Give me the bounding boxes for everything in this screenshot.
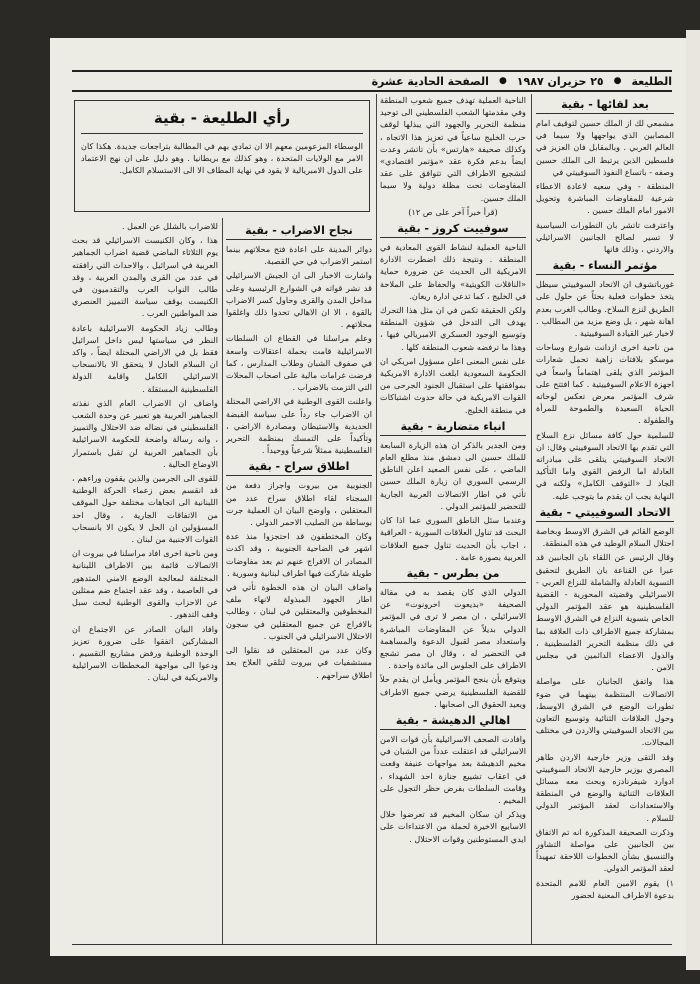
article-paragraph: ١) يقوم الامين العام للامم المتحدة بدعوة الاطراف المعنية لحضور xyxy=(536,877,674,900)
article-paragraph: وافاد البيان الصادر عن الاجتماع ان المشاركين اتفقوا على ضرورة تعزيز الوحدة الوطنية ورفض مشاريع التقسيم ، ودعوا الى مواجهة المخططات الاسرائيلية والامريكية في لبنان . xyxy=(72,623,218,683)
article-paragraph: وافادت الصحف الاسرائيلية بأن قوات الامن الاسرائيلي قد اعتقلت عدداً من الشبان في مخيم الدهيشة بعد مواجهات عنيفة وقعت في اعقاب تشييع جنازة احد الشهداء ، وقامت السلطات بفرض حظر التجول على المخيم . xyxy=(380,733,526,805)
page-header xyxy=(72,70,672,92)
editorial-title: رأي الطليعة - بقية xyxy=(81,109,363,134)
article-paragraph: واشارت الاخبار الى ان الجيش الاسرائيلي قد نشر قواته في الشوارع الرئيسية وعلى مداخل المدن والقرى وحاول كسر الاضراب بالقوة ، الا ان الاهالي تحدوا ذلك واغلقوا محلاتهم . xyxy=(226,270,372,330)
header-date: ٢٥ حزيران ١٩٨٧ xyxy=(516,74,604,88)
header-separator-icon: ● xyxy=(498,76,507,86)
article-paragraph: واضاف البيان ان هذه الخطوة تأتي في اطار الجهود المبذولة لانهاء ملف المخطوفين والمعتقلين في لبنان ، وطالب بالافراج عن جميع المعتقلين في سجون الاحتلال الاسرائيلي في الجنوب . xyxy=(226,582,372,641)
column-3 xyxy=(226,220,372,944)
article-title: سوفييت كروز - بقية xyxy=(380,222,526,238)
article-paragraph: من ناحية اخرى ازدانت شوارع وساحات موسكو بلافتات زاهية تحمل شعارات المؤتمر الذي يلقى اهتماماً واسعاً في اجهزة الاعلام السوفييتية . كما افتتح على شرف المؤتمر معرض تعكس لوحاته الحياة السعيدة والطموحة للمرأة والطفولة . xyxy=(536,342,674,426)
article-title: انباء متضاربة - بقية xyxy=(380,420,526,436)
article-paragraph: الجنوبية من بيروت واجراز دفعة من السجناء لقاء اطلاق سراح عدد من المعتقلين ، واوضح البيان ان العملية جرت بوساطة من الصليب الاحمر الدولي . xyxy=(226,480,372,528)
article-paragraph: للقوى الى الجرمين والذين يقفون وراءهم ، قد انقسم بعض زعماء الحركة الوطنية اللبنانية الى اتجاهات مختلفة حول الموقف من الاتفاقات الجارية ، وقال احد المسؤولين ان الحل لا يكون الا بانسحاب القوات الاجنبية من لبنان . xyxy=(72,473,218,545)
article-paragraph: ومن ناحية اخرى افاد مراسلنا في بيروت ان الاتصالات قائمة بين الاطراف اللبنانية المختلفة لمعالجة الوضع الامني المتدهور في العاصمة ، وقد عقد اجتماع ضم ممثلين عن الاحزاب والقوى الوطنية لبحث سبل وقف التدهور . xyxy=(72,548,218,620)
article-paragraph: وعندما سئل الناطق السوري عما اذا كان البحث قد تناول العلاقات السورية - العراقية ، اجاب بأن الحديث تناول جميع العلاقات العربية بصورة عامة . xyxy=(380,515,526,562)
article-paragraph: ويذكر ان سكان المخيم قد تعرضوا خلال الاسابيع الاخيرة لحملة من الاعتداءات على ايدي المستوطنين وقوات الاحتلال . xyxy=(380,809,526,844)
article-paragraph: ومن الجدير بالذكر ان هذه الزيارة السابعة للملك حسين الى دمشق منذ مطلع العام الماضي ، على نفس الصعيد اعلن الناطق الرسمي السوري ان زيارة الملك حسين تأتي في اطار الاتصالات العربية الجارية للتحضير للمؤتمر الدولي . xyxy=(380,439,526,511)
article-title: من بطرس - بقية xyxy=(380,567,526,583)
header-page-label: الصفحة الحادية عشرة xyxy=(371,74,489,88)
article-paragraph: غورباتشوف ان الاتحاد السوفييتي سيظل يتخذ خطوات فعلية بحثاً عن حلول على الطريق لنزع السلاح. وطالب الغرب بعدم اهانة شهر ، بل وضع مزيد من المطالب . لاخيار غير القيادة السوفييتية . xyxy=(536,279,674,339)
article-title: نجاح الاضراب - بقية xyxy=(226,224,372,240)
column-2 xyxy=(380,94,526,944)
article-paragraph: وعلم مراسلنا في القطاع ان السلطات الاسرائيلية قامت بحملة اعتقالات واسعة في صفوف الشبان وطلاب المدارس ، كما فرضت غرامات مالية على اصحاب المحلات التي التزمت بالاضراب . xyxy=(226,333,372,393)
article-title: اطلاق سراح - بقية xyxy=(226,460,372,476)
article-paragraph: دوائر المدينة على اعادة فتح محلاتهم بينما استمر الاضراب في حي القصبة. xyxy=(226,244,372,267)
article-paragraph: وقد التقى وزير خارجية الاردن طاهر المصري بوزير خارجية الاتحاد السوفييتي ادوارد شيفرنادزه وبحث معه مسائل العلاقات الثنائية والوضع في المنطقة والاستعدادات لعقد المؤتمر الدولي للسلام . xyxy=(536,751,674,823)
newspaper-page xyxy=(50,38,686,956)
article-paragraph: وطالب زياد الحكومة الاسرائيلية باعادة النظر في سياستها ليس داخل اسرائيل فقط بل في الاراضي المحتلة ايضاً ، واكد ان السلام العادل لا يتحقق الا بالانسحاب الاسرائيلي الكامل واقامة الدولة الفلسطينية المستقلة . xyxy=(72,322,218,394)
article-title: الاتحاد السوفييتي - بقية xyxy=(536,506,674,522)
article-title: بعد لقائها - بقية xyxy=(536,98,674,114)
article-paragraph: واعترفت تاتشر بان التطورات السياسية لا تسير لصالح الجانبين الاسرائيلي والاردني ، وذلك فانها xyxy=(536,219,674,255)
article-paragraph: واعلنت القوى الوطنية في الاراضي المحتلة ان الاضراب جاء رداً على سياسة القبضة الحديدية والاستيطان ومصادرة الاراضي ، وتأكيداً على التمسك بمنظمة التحرير الفلسطينية ممثلاً شرعياً ووحيداً . xyxy=(226,396,372,456)
article-paragraph: واضاف ان الاضراب العام الذي نفذته الجماهير العربية هو تعبير عن وحدة الشعب الفلسطيني في نضاله ضد الاحتلال والتمييز ، وانه رسالة واضحة للحكومة الاسرائيلية بأن الجماهير العربية لن تقبل باستمرار الاوضاع الحالية . xyxy=(72,397,218,469)
continuation-note: (قرأ خبراً آخر على ص ١٢) xyxy=(408,206,498,217)
article-paragraph: مشمعي لك از الملك حسين لتوقيف امام المصابين الذي يواجهها ولا سيما في العالم العربي . وبالمقابل فان العزيز في فلسطين الذين يرتبط الى الملك حسين وصفه - باتساع النفوذ السوفييتي في xyxy=(536,118,674,177)
article-paragraph: وقال الرئيس عن اللقاء بان الجانبين قد عبرا عن القناعة بان الطريق لتحقيق التسوية العادلة والشاملة للنزاع العربي - الاسرائيلي وقضيته المحورية - القضية الفلسطينية هو عقد المؤتمر الدولي الخاص بتسوية النزاع في الشرق الاوسط بمشاركة جميع الاطراف ذات العلاقة بما في ذلك منظمة التحرير الفلسطينية ، والدول الاعضاء الدائمين في مجلس الامن . xyxy=(536,552,674,673)
article-title: مؤتمر النساء - بقية xyxy=(536,259,674,275)
editorial-box xyxy=(74,100,370,212)
column-rule xyxy=(222,218,223,944)
article-paragraph: للاضراب بالشلل عن العمل . xyxy=(121,221,218,231)
article-paragraph: هذا واتفق الجانبان على مواصلة الاتصالات المنتظمة بينهما في ضوء تطورات الوضع في الشرق الاوسط، وحول العلاقات الثنائية وتوسيع التعاون بين الاتحاد السوفييتي والاردن في مختلف المجالات. xyxy=(536,676,674,748)
header-separator-icon: ● xyxy=(613,76,622,86)
article-paragraph: ولكن الحقيقة تكمن في ان مثل هذا التحرك يهدف الى التدخل في شؤون المنطقة وتوسيع الوجود العسكري الامبريالي فيها ، وهذا ما ترفضه شعوب المنطقة كلها . xyxy=(380,305,526,352)
article-paragraph: الناحية العملية لنشاط القوى المعادية في المنطقة . ونتيجة ذلك اضطرت الادارة الامريكية الى الحديث عن ضرورة حماية «الناقلات الكويتية» والحفاظ على الملاحة في الخليج ، كما تدعي ادارة ريغان. xyxy=(380,242,526,301)
column-1 xyxy=(536,94,674,944)
article-paragraph: وكان عدد من المعتقلين قد نقلوا الى مستشفيات في بيروت لتلقي العلاج بعد اطلاق سراحهم . xyxy=(226,645,372,680)
editorial-text: الوسطاء المزعومين معهم الا ان تمادي بهم في المطالبة بتراجعات جديدة. هكذا كان الامر مع الولايات المتحدة ، وهو كذلك مع بريطانيا . وهو دليل على ان نهج الاعتماد على الدول الامبريالية لا يقود في نهاية المطاف الا الى الاستسلام الكامل. xyxy=(81,141,363,176)
article-paragraph: على نفس المعنى اعلن مسؤول امريكي ان الحكومة السعودية ابلغت الادارة الامريكية بموافقتها على استقبال الجنود الجرحى من القوات الامريكية في حالة حدوث اشتباكات في منطقة الخليج. xyxy=(380,355,526,415)
article-paragraph: الناحية العملية تهدف جميع شعوب المنطقة وفي مقدمتها الشعب الفلسطيني الى توحيد منظمة التحرير والجهود التي يبذلها لوقف حرب الخليج ساعياً في تعزيز هذا الاتجاه ، وكذلك صحيفة «هارتس» بأن تاتشر وعدت ايضاً بدعم فكرة عقد «مؤتمر اقتصادي» لتشجيع الاطراف التي تتوافق على عقد المفاوضات تحت مظلة دولية ولا سيما الملك حسين. xyxy=(380,95,526,203)
article-title: اهالي الدهيشة - بقية xyxy=(380,714,526,730)
article-paragraph: وكان المختطفون قد احتجزوا منذ عدة اشهر في الضاحية الجنوبية ، وقد اكدت المصادر ان الافراج عنهم تم بعد مفاوضات طويلة شاركت فيها اطراف لبنانية وسورية . xyxy=(226,531,372,578)
column-rule xyxy=(531,94,532,944)
article-paragraph: هذا ، وكان الكنيست الاسرائيلي قد بحث يوم الثلاثاء الماضي قضية اضراب الجماهير العربية في اسرائيل ، والاحداث التي رافقته في عدد من القرى والمدن العربية ، وقد طالب النواب العرب والتقدميون في الكنيست بوقف سياسة التمييز العنصري ضد المواطنين العرب . xyxy=(72,235,218,319)
bottom-rule xyxy=(72,944,672,945)
article-paragraph: المنطقة - وفي سعيه لاعادة الاعطاء شرعية للمفاوضات المباشرة وتحويل الامور امام الملك حسين . xyxy=(536,181,674,216)
article-paragraph: وذكرت الصحيفة المذكورة انه تم الاتفاق بين الجانبين على مواصلة التشاور والتنسيق بشأن الخطوات اللاحقة تمهيداً لعقد المؤتمر الدولي. xyxy=(536,826,674,874)
column-rule xyxy=(376,94,377,944)
article-paragraph: الدولي الذي كان يقصد به في مقالة الصحيفة «بديعوت احرونوت» عن الاسرائيلي ، ان مصر لا ترى في المؤتمر الدولي بديلاً عن المفاوضات المباشرة واستعداد مصر لقبول الدعوة والمساهمة في التحضير له ، وقال ان مصر تشجع الاطراف على الجلوس الى مائدة واحدة . xyxy=(380,586,526,671)
adjacent-page-edge xyxy=(686,30,700,970)
article-paragraph: ويتوقع بأن ينجح المؤتمر ويأمل ان يقدم حلاً للقضية الفلسطينية يرضي جميع الاطراف ويعيد الحقوق الى اصحابها . xyxy=(380,674,526,709)
article-paragraph: الوضع القائم في الشرق الاوسط وبخاصة احتلال السلام الوطيد في هذه المنطقة. xyxy=(536,525,674,549)
article-paragraph: للسلمية حول كافة مسائل نزع السلاح التي تقدم بها الاتحاد السوفييتي وقال: ان الاتحاد السوفييتي يتلقى على مبادراته العادلة اما الرفض القوي واما التأكيد الجاد لـ «التوقف الكامل» ولكنه في النهاية يجب ان يقدم ما يتوجب عليه. xyxy=(536,429,674,501)
column-4 xyxy=(72,220,218,944)
header-section: الطليعة xyxy=(631,74,672,88)
